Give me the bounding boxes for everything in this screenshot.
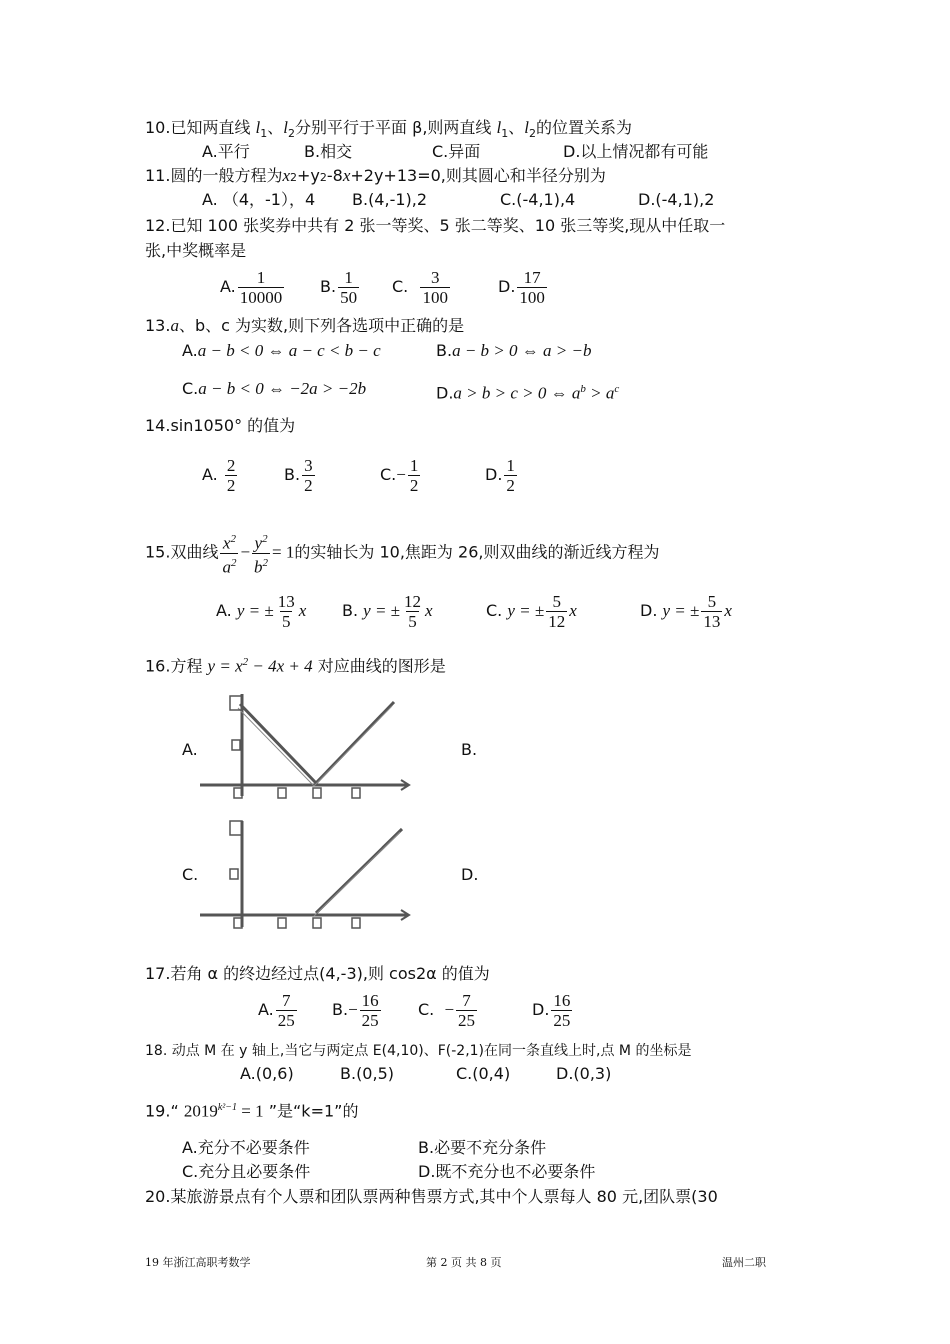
q12-b-label: B. <box>320 277 337 296</box>
q17-c-den: 25 <box>458 1011 476 1030</box>
q17-a-frac <box>276 991 297 1030</box>
q14-c-label: C. <box>380 465 397 484</box>
q10-option-d: D.以上情况都有可能 <box>563 142 709 161</box>
q10-l1-sub: 1 <box>260 127 268 141</box>
q14-option-a <box>202 456 239 495</box>
q15-option-d <box>640 592 732 631</box>
q15-b-den: 5 <box>408 612 417 631</box>
q16-stem-b: 对应曲线的图形是 <box>317 656 446 676</box>
q14-b-num: 3 <box>304 456 313 475</box>
q12-c-num: 3 <box>430 268 440 287</box>
footer-right: 温州二职 <box>722 1256 766 1269</box>
q15-stem <box>145 530 659 576</box>
q17-b-label: B. <box>332 1000 349 1019</box>
q17-option-b <box>332 991 383 1030</box>
q19-exp: k²−1 <box>217 1102 238 1113</box>
q17-c-num: 7 <box>462 991 471 1010</box>
q16-option-b: B. <box>461 740 478 759</box>
q11-rest: +2y+13=0,则其圆心和半径分别为 <box>350 166 606 185</box>
q10-option-b: B.相交 <box>304 142 353 161</box>
q15-option-c <box>486 592 577 631</box>
q19-mid: 是“k=1”的 <box>277 1101 359 1121</box>
q10-stem-c: 的位置关系为 <box>536 118 633 137</box>
q10-l2-sub: 2 <box>288 127 296 141</box>
footer-left: 19 年浙江高职考数学 <box>145 1256 251 1269</box>
q17-d-num: 16 <box>553 991 571 1010</box>
q14-d-label: D. <box>485 465 503 484</box>
q15-option-b <box>342 592 433 631</box>
q14-a-den: 2 <box>226 476 236 495</box>
q17-option-d <box>532 991 574 1030</box>
q19-option-b: B.必要不充分条件 <box>418 1138 547 1157</box>
q11-x-exp: 2 <box>290 171 297 184</box>
q10-stem-a: 10.已知两直线 <box>145 118 251 137</box>
q12-b-den: 50 <box>340 288 358 307</box>
q12-option-c <box>392 268 452 307</box>
q16-expr-exp: 2 <box>242 656 249 668</box>
q15-n2-exp: 2 <box>262 533 268 545</box>
q11-x: x <box>282 166 290 185</box>
q10-stem-b: 分别平行于平面 β,则两直线 <box>295 118 492 137</box>
q12-option-b <box>320 268 361 307</box>
q11-x2: x <box>342 166 351 185</box>
q14-c-sign: − <box>396 465 406 484</box>
q19-rquote: ” <box>268 1101 278 1121</box>
q14-c-den: 2 <box>409 476 419 495</box>
graph-a-tick-label <box>352 788 360 798</box>
q14-a-frac <box>225 456 238 495</box>
q14-option-c <box>380 456 422 495</box>
q15-frac-x <box>220 530 238 576</box>
q12-d-label: D. <box>498 277 516 296</box>
graph-c-tick-label <box>230 869 238 879</box>
q14-c-frac <box>408 456 421 495</box>
q12-a-num: 1 <box>256 268 266 287</box>
q15-b-post: x <box>425 601 433 620</box>
q18-stem: 18. 动点 M 在 y 轴上,当它与两定点 E(4,10)、F(-2,1)在同一条直线上时,点 M 的坐标是 <box>145 1043 692 1059</box>
q15-c-den: 12 <box>548 612 566 631</box>
q15-a-den: 5 <box>281 612 291 631</box>
q15-b-label: B. <box>342 601 359 620</box>
q15-d-den: 13 <box>703 612 721 631</box>
q13-d-expr: a > b > c > 0 ⇔ a <box>453 383 581 403</box>
q16-expr2: − 4x + 4 <box>248 656 313 676</box>
q17-d-label: D. <box>532 1000 550 1019</box>
q10-l1: l <box>255 118 261 137</box>
q12-d-frac <box>517 268 547 307</box>
q14-b-frac <box>302 456 315 495</box>
q19-option-a: A.充分不必要条件 <box>182 1138 310 1157</box>
q12-c-den: 100 <box>422 288 448 307</box>
q12-line1: 12.已知 100 张奖券中共有 2 张一等奖、5 张二等奖、10 张三等奖,现从中任取一 <box>145 216 726 235</box>
q16-option-c: C. <box>182 865 199 884</box>
q13-d-label: D. <box>436 383 454 403</box>
q17-c-label: C. <box>418 1000 435 1019</box>
q15-d1-exp: 2 <box>230 556 237 569</box>
q11-option-a: A. （4，-1），4 <box>202 190 316 209</box>
q15-frac-x-num <box>221 530 238 553</box>
q17-c-frac <box>456 991 477 1030</box>
q15-num: 15.双曲线 <box>145 542 219 562</box>
graph-a-tick-label <box>230 696 242 710</box>
q15-n1-exp: 2 <box>230 533 236 545</box>
q15-n2: y <box>254 533 263 553</box>
q10-l2b: l <box>524 118 529 137</box>
q16-graph-a <box>196 688 412 802</box>
q13-d-gt: > a <box>585 383 615 403</box>
graph-c-tick-label <box>352 918 360 928</box>
q15-b-num: 12 <box>404 592 422 611</box>
graph-a-tick-label <box>313 788 321 798</box>
q13-c-expr: a − b < 0 ⇔ −2a > −2b <box>198 379 367 398</box>
q15-d-frac <box>701 592 722 631</box>
q15-frac-y-num <box>253 530 270 553</box>
q15-b-frac <box>402 592 423 631</box>
q13-option-c <box>182 379 366 399</box>
q17-d-den: 25 <box>553 1011 571 1030</box>
q16-stem <box>145 652 446 676</box>
q10-l1b: l <box>496 118 502 137</box>
graph-a-tick-label <box>278 788 286 798</box>
q15-d2-exp: 2 <box>262 556 269 569</box>
q11-option-c: C.(-4,1),4 <box>500 190 576 209</box>
q17-b-sign: − <box>348 1000 358 1019</box>
q15-eq: = 1 <box>272 542 295 562</box>
q17-d-frac <box>551 991 572 1030</box>
q13-c-label: C. <box>182 379 199 398</box>
q11-option-d: D.(-4,1),2 <box>638 190 715 209</box>
q17-a-num: 7 <box>282 991 291 1010</box>
q17-option-c <box>418 991 479 1030</box>
graph-a-curve <box>240 702 394 783</box>
q17-b-den: 25 <box>361 1011 379 1030</box>
q13-a-var: a <box>170 316 179 335</box>
graph-c-curve <box>316 829 402 913</box>
q13-num: 13. <box>145 316 171 335</box>
q12-a-den: 10000 <box>239 288 283 307</box>
graph-c-tick-label <box>278 918 286 928</box>
q18-option-b: B.(0,5) <box>340 1064 394 1083</box>
q14-b-den: 2 <box>304 476 313 495</box>
q18-option-a: A.(0,6) <box>240 1064 294 1083</box>
q15-d-post: x <box>724 601 732 620</box>
q15-d-pre: y = ± <box>662 601 700 620</box>
q16-option-d: D. <box>461 865 479 884</box>
graph-c-tick-label <box>230 821 242 835</box>
q15-d2: b <box>254 557 263 577</box>
q12-option-d <box>498 268 549 307</box>
q18-option-d: D.(0,3) <box>556 1064 612 1083</box>
q15-d1: a <box>222 557 231 577</box>
q14-d-den: 2 <box>506 476 515 495</box>
q17-a-label: A. <box>258 1000 274 1019</box>
q14-d-frac <box>504 456 517 495</box>
q12-d-den: 100 <box>519 288 545 307</box>
q13-d-sup1: b <box>580 383 586 395</box>
q10-sep-b: 、 <box>508 118 525 137</box>
q13-a-label: A. <box>182 341 198 360</box>
q19-option-d: D.既不充分也不必要条件 <box>418 1162 596 1181</box>
q13-stem-text: 、b、c 为实数,则下列各选项中正确的是 <box>178 316 465 335</box>
q14-b-label: B. <box>284 465 301 484</box>
q10-option-c: C.异面 <box>432 142 481 161</box>
q12-d-num: 17 <box>523 268 541 287</box>
q11-option-b: B.(4,-1),2 <box>352 190 428 209</box>
q11-y: +y <box>297 166 320 185</box>
q19-stem <box>145 1098 358 1121</box>
q15-a-pre: y = ± <box>236 601 274 620</box>
q17-b-num: 16 <box>361 991 379 1010</box>
q15-c-pre: y = ± <box>507 601 545 620</box>
q11-y-exp: 2 <box>319 171 327 184</box>
q20-line1: 20.某旅游景点有个人票和团队票两种售票方式,其中个人票每人 80 元,团队票(30 <box>145 1187 718 1206</box>
q14-option-b <box>284 456 317 495</box>
graph-c-tick-label <box>313 918 321 928</box>
q19-option-c: C.充分且必要条件 <box>182 1162 311 1181</box>
q13-option-a <box>182 341 381 361</box>
q10-l2b-sub: 2 <box>529 127 536 141</box>
footer-page-number: 第 2 页 共 8 页 <box>426 1256 502 1269</box>
q14-c-num: 1 <box>409 456 419 475</box>
q15-a-post: x <box>298 601 307 620</box>
q15-a-frac <box>276 592 297 631</box>
q15-b-pre: y = ± <box>363 601 401 620</box>
q15-d-num: 5 <box>707 592 717 611</box>
q19-base: 2019 <box>183 1101 218 1121</box>
q13-d-sup2: c <box>614 383 620 395</box>
q12-c-label: C. <box>392 277 409 296</box>
graph-c-curve-shadow <box>314 832 400 916</box>
q14-a-num: 2 <box>226 456 236 475</box>
q15-a-num: 13 <box>277 592 295 611</box>
q17-b-frac <box>360 991 381 1030</box>
q11-stem <box>145 166 606 188</box>
q13-a-expr: a − b < 0 ⇔ a − c < b − c <box>197 341 381 360</box>
q14-d-num: 1 <box>506 456 515 475</box>
graph-a-curve-shadow <box>238 706 392 786</box>
q18-option-c: C.(0,4) <box>456 1064 511 1083</box>
q16-stem-a: 16.方程 <box>145 656 203 676</box>
q15-frac-x-den <box>220 553 238 577</box>
q13-option-d <box>436 379 619 403</box>
q10-stem <box>145 118 632 144</box>
q15-stem-text: 的实轴长为 10,焦距为 26,则双曲线的渐近线方程为 <box>294 542 660 562</box>
q12-c-frac <box>420 268 450 307</box>
q10-l1b-sub: 1 <box>501 127 509 141</box>
q13-stem <box>145 316 464 336</box>
q14-stem: 14.sin1050° 的值为 <box>145 416 296 435</box>
q17-stem: 17.若角 α 的终边经过点(4,-3),则 cos2α 的值为 <box>145 964 490 983</box>
q17-c-sign: − <box>444 1000 455 1019</box>
q14-option-d <box>485 456 519 495</box>
q13-b-expr: a − b > 0 ⇔ a > −b <box>452 341 592 360</box>
q11-stem-a: 11.圆的一般方程为 <box>145 166 283 185</box>
q16-graph-c <box>196 815 412 929</box>
q15-minus: − <box>240 542 251 562</box>
q12-a-frac <box>238 268 285 307</box>
graph-a-tick-label <box>232 740 240 750</box>
q15-option-a <box>216 592 306 631</box>
q13-option-b <box>436 341 591 361</box>
q15-frac-y-den <box>252 553 270 577</box>
q15-frac-y <box>252 530 270 576</box>
q17-a-den: 25 <box>277 1011 295 1030</box>
q10-sep: 、 <box>267 118 284 137</box>
q10-option-a: A.平行 <box>202 142 250 161</box>
q15-a-label: A. <box>216 601 232 620</box>
q19-lquote: “ <box>170 1101 179 1121</box>
q15-d-label: D. <box>640 601 658 620</box>
q12-b-num: 1 <box>344 268 353 287</box>
q15-c-post: x <box>569 601 577 620</box>
q15-c-num: 5 <box>552 592 561 611</box>
q14-a-label: A. <box>202 465 218 484</box>
q10-l2: l <box>283 118 289 137</box>
q15-c-label: C. <box>486 601 503 620</box>
q12-a-label: A. <box>220 277 236 296</box>
q15-n1: x <box>222 533 231 553</box>
q13-b-label: B. <box>436 341 453 360</box>
q12-line2: 张,中奖概率是 <box>145 241 247 260</box>
q11-mid: -8 <box>326 166 343 185</box>
q16-expr: y = x <box>207 656 243 676</box>
q19-num: 19. <box>145 1101 171 1121</box>
q12-b-frac <box>338 268 359 307</box>
q19-eq: = 1 <box>237 1101 264 1121</box>
q17-option-a <box>258 991 299 1030</box>
q15-c-frac <box>546 592 567 631</box>
q12-option-a <box>220 268 286 307</box>
q16-option-a: A. <box>182 740 198 759</box>
